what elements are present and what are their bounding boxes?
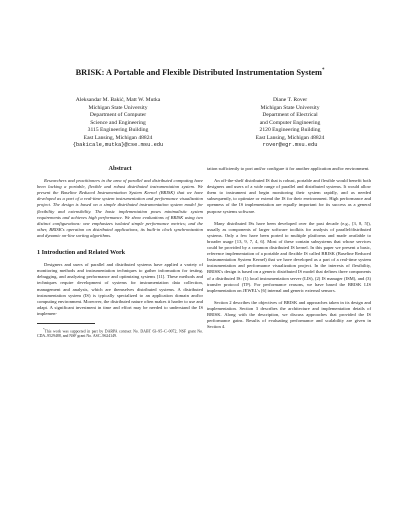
- body-paragraph: Section 2 describes the objectives of BRISK and approaches taken in its design and implementation. Section 3 describes the architecture and implementation details of BRISK. Along with the description, we discuss approaches that provided the IS performance gains. Results of evaluating performance and scalability are given in Section 4.: [207, 299, 371, 330]
- footnote-divider: [37, 323, 95, 324]
- paper-title: [20, 68, 380, 77]
- author-email: rover@egr.msu.edu: [262, 142, 318, 148]
- author-affiliation: Michigan State University: [88, 104, 148, 111]
- paper-title-text: BRISK: A Portable and Flexible Distributed Instrumentation System: [75, 68, 322, 77]
- right-column: [207, 166, 371, 336]
- body-paragraph: An off-the-shelf distributed IS that is robust, portable and flexible would benefit both designers and users of a wide range of parallel and distributed systems. It would allow them to instrument and begin monitoring their system rapidly, and as needed subsequently, to optimize or extend the IS for their environment. High performance and openness of the IS implementation are equally important for its success as a general purpose systems software.: [207, 178, 371, 214]
- author-department: Department of Electrical: [262, 112, 318, 118]
- author-city: East Lansing, Michigan 48824: [83, 134, 153, 141]
- left-column: [37, 166, 203, 339]
- title-footnote-mark: *: [321, 68, 325, 74]
- author-department-cont: Science and Engineering: [90, 119, 146, 126]
- author-email: {bakicale,mutka}@cse.msu.edu: [72, 142, 164, 148]
- author-department-cont: and Computer Engineering: [259, 119, 321, 126]
- section-heading: 1 Introduction and Related Work: [37, 249, 126, 257]
- body-paragraph: Designers and users of parallel and distributed systems have applied a variety of monitoring methods and instrumentation techniques to gather information for testing, debugging, and analyzing performance and optimizing systems [11]. These methods and techniques require development of systems for instrumentation data collection, management and analysis, which are themselves distributed systems. A distributed instrumentation system (IS) is typically specialized to an application domain and/or computing environment. Moreover, the distributed nature often makes it harder to use and adapt. A significant investment in time and effort may be needed to understand the IS implemen-: [37, 262, 203, 316]
- author-building: 2120 Engineering Building: [259, 127, 321, 133]
- abstract-heading: Abstract: [108, 165, 132, 172]
- author-block-right: [230, 97, 350, 150]
- body-paragraph: Many distributed ISs have been developed over the past decade (e.g., [3, 8, 5]), usually as components of larger software toolkits for analysis of parallel/distributed systems. Only a few have been ported to multiple platforms and made available to broader usage [13, 9, 7, 4, 6]. Most of these contain subsystems that whose services could be provided by a common distributed IS kernel. In this paper we present a basic, reference implementation of a portable and flexible IS called BRISK (Baseline Reduced Instrumentation System Kernel) that we have developed as a part of a real-time system instrumentation and performance visualization project. In the interests of flexibility, BRISK's design is based on a generic distributed IS model that defines three components of a distributed IS: (1) local instrumentation server (LIS), (2) IS manager (ISM), and (3) transfer protocol (TP). For performance reasons, we have based the BRISK LIS implementation on JEWEL's [6] internal and generic external sensors.: [207, 220, 371, 293]
- footnote: [37, 327, 203, 339]
- author-building: 3115 Engineering Building: [87, 127, 149, 133]
- abstract-text: Researchers and practitioners in the area of parallel and distributed computing have been lacking a portable, flexible and robust distributed instrumentation system. We present the Baseline Reduced Instrumentation System Kernel (BRISK) that we have developed as a part of a real-time system instrumentation and performance visualization project. The design is based on a simple distributed instrumentation system model for flexibility and extensibility. The basic implementation poses minimalistic system requirements and achieves high performance. We show evaluations of BRISK using two distinct configurations: one emphasizes isolated simple performance metrics; and the other, BRISK's operation on distributed applications, its built-in clock synchronization and dynamic on-line sorting algorithms.: [37, 178, 203, 238]
- author-names: Diane T. Rover: [272, 97, 308, 103]
- author-block-left: [48, 97, 188, 150]
- author-city: East Lansing, Michigan 48824: [255, 134, 325, 141]
- author-department: Department of Computer: [89, 112, 147, 118]
- body-paragraph: tation sufficiently to port and/or configure it for another application and/or environment.: [207, 166, 370, 171]
- author-affiliation: Michigan State University: [260, 104, 320, 111]
- footnote-mark: *: [43, 326, 45, 331]
- footnote-text: This work was supported in part by DARPA contract No. DABT 63–95–C–0072, NSF grant No. CDA–9529488, and NSF grant No. ASC–9624149.: [37, 329, 203, 339]
- author-names: Aleksandar M. Bakić, Matt W. Mutka: [75, 97, 161, 103]
